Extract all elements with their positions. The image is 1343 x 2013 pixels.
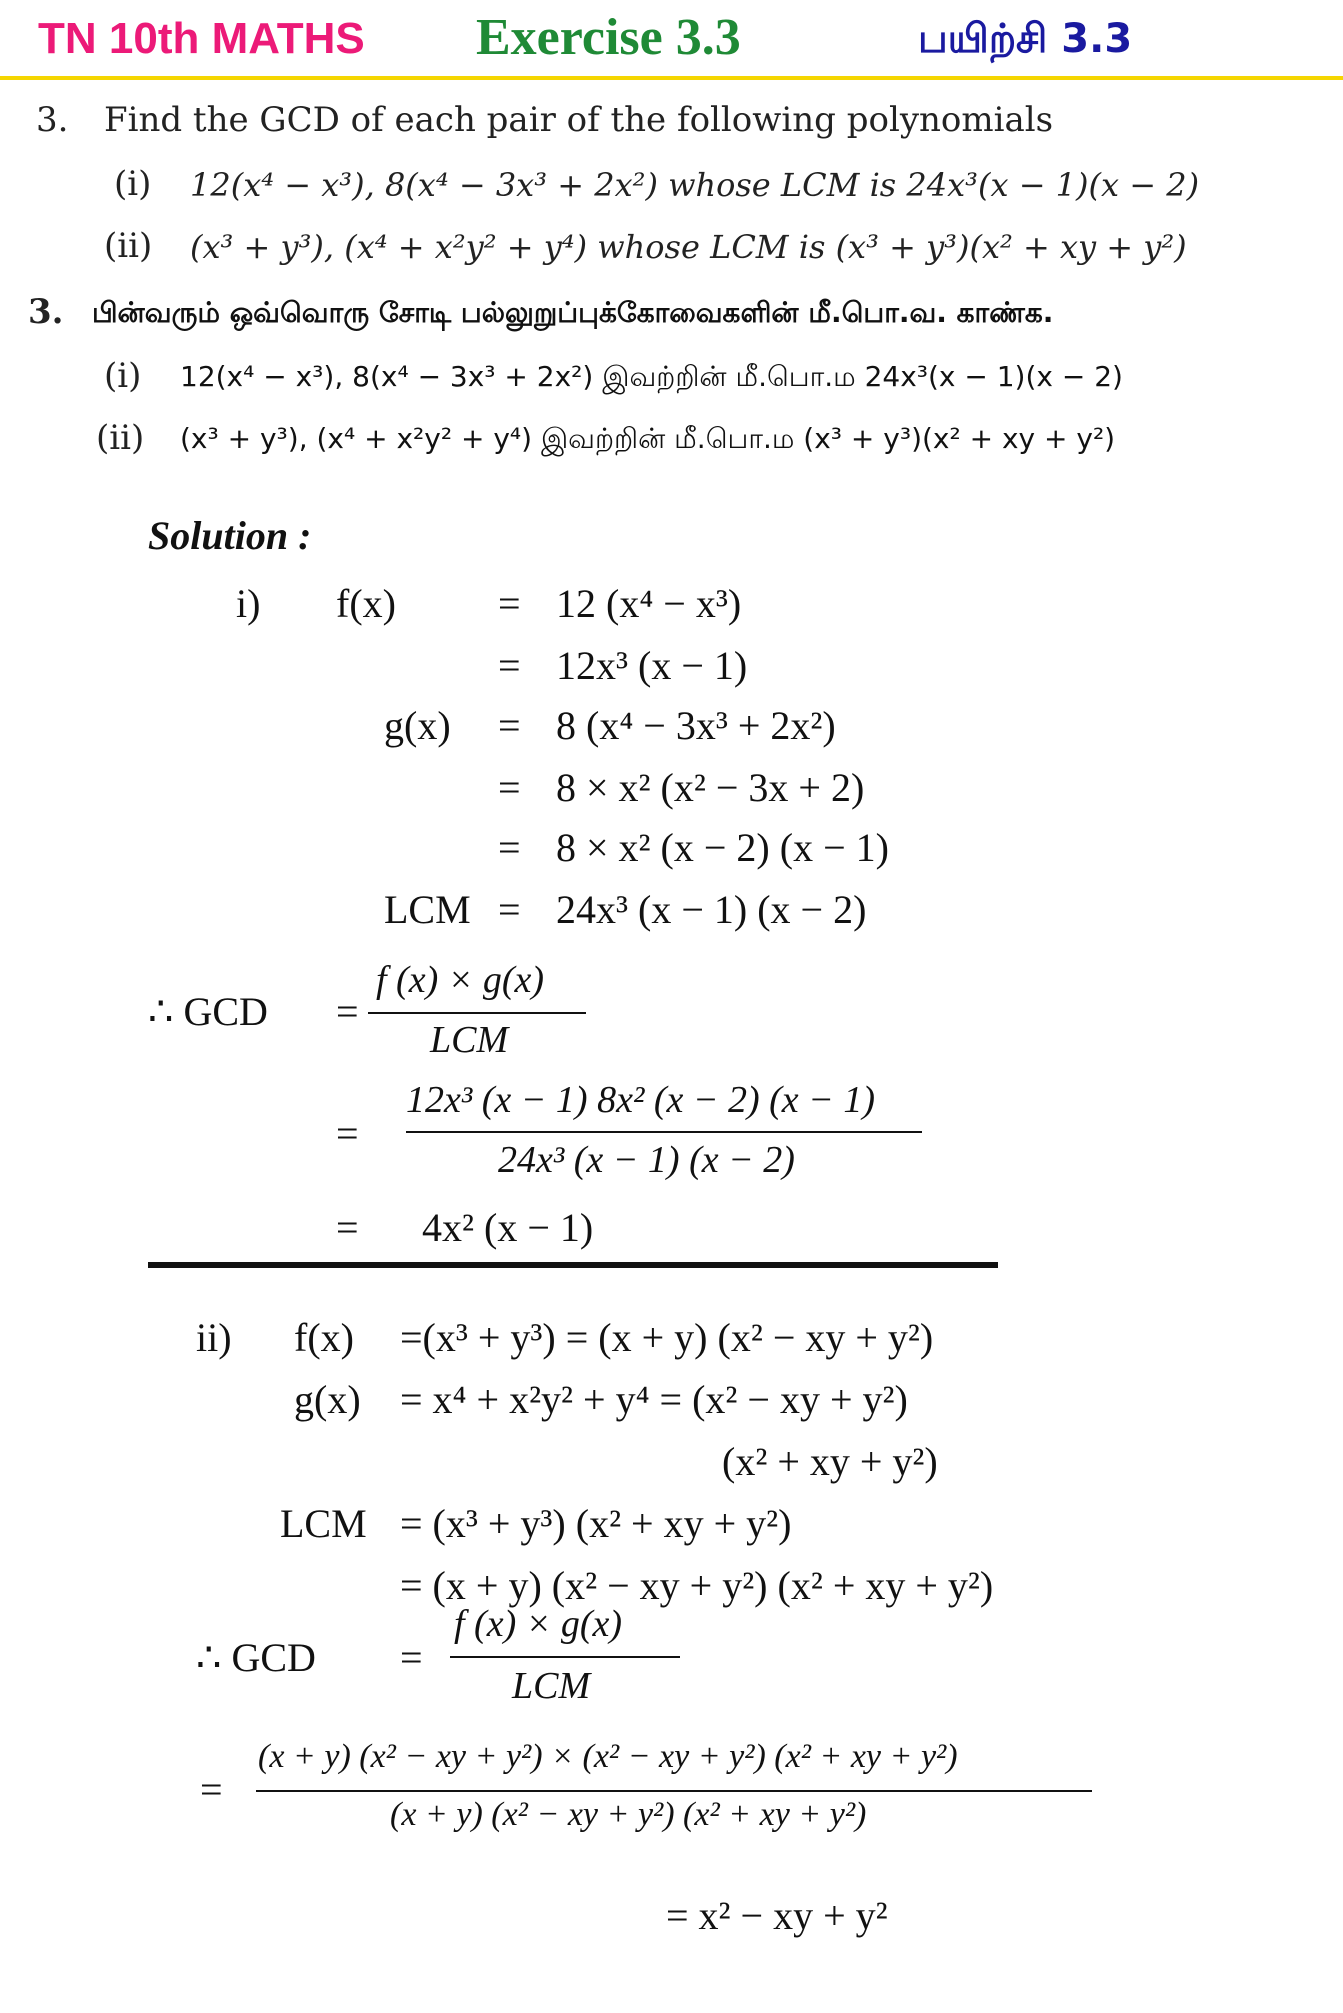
question-part-label: (i) [104,356,142,396]
equals-sign: = [498,703,521,748]
g-name: g(x) [384,703,451,748]
exercise-title-tamil: பயிற்சி 3.3 [918,16,1133,62]
fraction-bar [368,1012,586,1014]
f-expression: =(x³ + y³) = (x + y) (x² − xy + y²) [400,1315,934,1360]
question-part-text: 12(x⁴ − x³), 8(x⁴ − 3x³ + 2x²) இவற்றின் மீ.பொ.ம 24x³(x − 1)(x − 2) [180,360,1123,393]
question-part-label: (i) [114,164,152,204]
equals-sign: = [200,1767,223,1812]
gcd-name: ∴ GCD [196,1635,316,1680]
lcm-name: LCM [280,1501,367,1546]
fraction-denominator: 24x³ (x − 1) (x − 2) [498,1139,795,1181]
g-step-2: 8 × x² (x² − 3x + 2) [556,765,865,810]
fraction-bar [256,1790,1092,1792]
fraction-denominator: (x + y) (x² − xy + y²) (x² + xy + y²) [390,1796,867,1833]
question-part-label: (ii) [96,418,145,458]
g-step-1: 8 (x⁴ − 3x³ + 2x²) [556,703,836,748]
fraction-numerator: (x + y) (x² − xy + y²) × (x² − xy + y²) (x² + xy + y²) [258,1738,958,1775]
subject-title: TN 10th MATHS [38,14,365,63]
equals-sign: = [498,887,521,932]
solution-heading: Solution : [148,513,312,558]
fraction-numerator: 12x³ (x − 1) 8x² (x − 2) (x − 1) [406,1079,875,1121]
question-part-text: (x³ + y³), (x⁴ + x²y² + y⁴) whose LCM is (x³ + y³)(x² + xy + y²) [190,228,1187,266]
equals-sign: = [336,1205,359,1250]
f-step-1: 12 (x⁴ − x³) [556,581,742,626]
fraction-numerator: f (x) × g(x) [454,1603,623,1645]
header-divider [0,76,1343,80]
fraction-bar [406,1131,922,1133]
f-name: f(x) [336,581,396,626]
lcm-value: 24x³ (x − 1) (x − 2) [556,887,867,932]
lcm-step-2: = (x + y) (x² − xy + y²) (x² + xy + y²) [400,1563,994,1608]
equals-sign: = [400,1635,423,1680]
question-number-ta: 3. [28,292,64,332]
question-text-ta: பின்வரும் ஒவ்வொரு சோடி பல்லுறுப்புக்கோவைகளின் மீ.பொ.வ. காண்க. [92,296,1054,329]
question-text-en: Find the GCD of each pair of the following polynomials [104,100,1054,140]
equals-sign: = [498,581,521,626]
part2-label: ii) [196,1315,232,1360]
fraction-bar [450,1656,680,1658]
equals-sign: = [498,825,521,870]
question-part-label: (ii) [104,226,153,266]
fraction-numerator: f (x) × g(x) [376,959,545,1001]
part1-label: i) [236,581,261,626]
g-expression-cont: (x² + xy + y²) [722,1439,938,1484]
g-name: g(x) [294,1377,361,1422]
lcm-step-1: = (x³ + y³) (x² + xy + y²) [400,1501,792,1546]
gcd-name: ∴ GCD [148,989,268,1034]
fraction-denominator: LCM [512,1665,591,1707]
g-step-3: 8 × x² (x − 2) (x − 1) [556,825,889,870]
f-step-2: 12x³ (x − 1) [556,643,748,688]
question-part-text: 12(x⁴ − x³), 8(x⁴ − 3x³ + 2x²) whose LCM is 24x³(x − 1)(x − 2) [190,166,1200,204]
part1-result: 4x² (x − 1) [422,1205,594,1250]
part2-result: = x² − xy + y² [666,1893,888,1938]
g-expression: = x⁴ + x²y² + y⁴ = (x² − xy + y²) [400,1377,908,1422]
equals-sign: = [498,643,521,688]
question-part-text: (x³ + y³), (x⁴ + x²y² + y⁴) இவற்றின் மீ.பொ.ம (x³ + y³)(x² + xy + y²) [180,422,1116,455]
exercise-title: Exercise 3.3 [476,9,741,66]
lcm-name: LCM [384,887,471,932]
question-number-en: 3. [36,100,69,140]
section-divider [148,1262,998,1268]
f-name: f(x) [294,1315,354,1360]
fraction-denominator: LCM [430,1019,509,1061]
equals-sign: = [336,1111,359,1156]
equals-sign: = [498,765,521,810]
equals-sign: = [336,989,359,1034]
